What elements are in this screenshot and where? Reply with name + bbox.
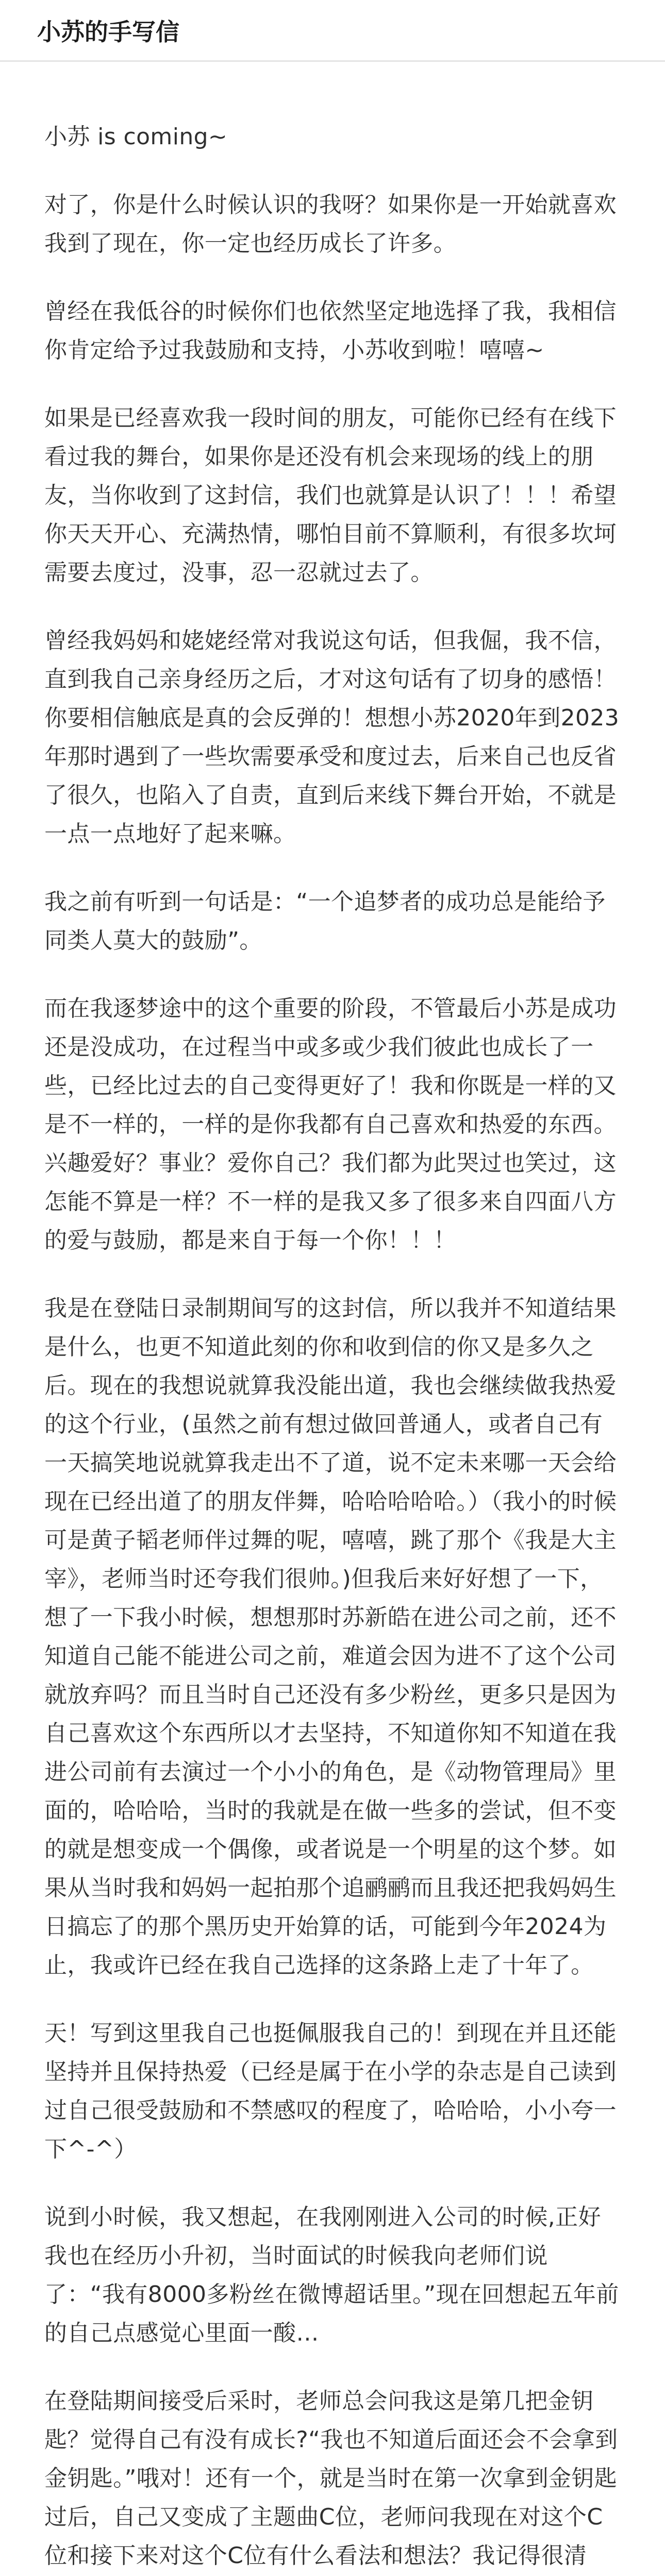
letter-paragraph: 对了，你是什么时候认识的我呀？如果你是一开始就喜欢我到了现在，你一定也经历成长了许多。 — [44, 192, 617, 257]
header-bar — [0, 0, 665, 62]
letter-paragraph: 如果是已经喜欢我一段时间的朋友，可能你已经有在线下看过我的舞台，如果你是还没有机会来现场的线上的朋友，当你收到了这封信，我们也就算是认识了！！！希望你天天开心、充满热情，哪怕目前不算顺利，有很多坎坷需要去度过，没事，忍一忍就过去了。 — [44, 405, 617, 586]
letter-paragraph: 说到小时候，我又想起，在我刚刚进入公司的时候,正好我也在经历小升初，当时面试的时候我向老师们说了：“我有8000多粉丝在微博超话里。”现在回想起五年前的自己点感觉心里面一酸… — [44, 2204, 619, 2346]
letter-greeting: 小苏 is coming~ — [44, 124, 228, 150]
letter-paragraph: 天！写到这里我自己也挺佩服我自己的！到现在并且还能坚持并且保持热爱（已经是属于在小学的杂志是自己读到过自己很受鼓励和不禁感叹的程度了，哈哈哈，小小夸一下^-^） — [44, 2020, 617, 2162]
letter-paragraph: 我是在登陆日录制期间写的这封信，所以我并不知道结果是什么，也更不知道此刻的你和收到信的你又是多久之后。现在的我想说就算我没能出道，我也会继续做我热爱的这个行业，(虽然之前有想过做回普通人，或者自己有一天搞笑地说就算我走出不了道，说不定未来哪一天会给现在已经出道了的朋友伴舞，哈哈哈哈哈。）（我小的时候可是黄子韬老师伴过舞的呢，嘻嘻，跳了那个《我是大主宰》，老师当时还夸我们很帅。)但我后来好好想了一下，想了一下我小时候，想想那时苏新皓在进公司之前，还不知道自己能不能进公司之前，难道会因为进不了这个公司就放弃吗？而且当时自己还没有多少粉丝，更多只是因为自己喜欢这个东西所以才去坚持，不知道你知不知道在我进公司前有去演过一个小小的角色，是《动物管理局》里面的，哈哈哈，当时的我就是在做一些多的尝试，但不变的就是想变成一个偶像，或者说是一个明星的这个梦。如果从当时我和妈妈一起拍那个追鹂鹂而且我还把我妈妈生日搞忘了的那个黑历史开始算的话，可能到今年2024为止，我或许已经在我自己选择的这条路上走了十年了。 — [44, 1295, 617, 1978]
letter-paragraph: 在登陆期间接受后采时，老师总会问我这是第几把金钥匙？觉得自己有没有成长?“我也不知道后面还会不会拿到金钥匙。”哦对！还有一个，就是当时在第一次拿到金钥匙过后，自己又变成了主题曲C位，老师问我现在对这个C位和接下来对这个C位有什么看法和想法？我记得很清 — [44, 2388, 618, 2569]
page-title: 小苏的手写信 — [37, 18, 179, 46]
letter-body — [0, 62, 665, 2576]
letter-paragraph: 我之前有听到一句话是：“一个追梦者的成功总是能给予同类人莫大的鼓励”。 — [44, 889, 606, 954]
letter-paragraph: 曾经我妈妈和姥姥经常对我说这句话，但我倔，我不信，直到我自己亲身经历之后，才对这句话有了切身的感悟！你要相信触底是真的会反弹的！想想小苏2020年到2023年那时遇到了一些坎需要承受和度过去，后来自己也反省了很久，也陷入了自责，直到后来线下舞台开始，不就是一点一点地好了起来嘛。 — [44, 628, 620, 847]
letter-paragraph: 曾经在我低谷的时候你们也依然坚定地选择了我，我相信你肯定给予过我鼓励和支持，小苏收到啦！嘻嘻~ — [44, 298, 617, 363]
letter-paragraph: 而在我逐梦途中的这个重要的阶段，不管最后小苏是成功还是没成功，在过程当中或多或少我们彼此也成长了一些，已经比过去的自己变得更好了！我和你既是一样的又是不一样的，一样的是你我都有自己喜欢和热爱的东西。兴趣爱好？事业？爱你自己？我们都为此哭过也笑过，这怎能不算是一样？不一样的是我又多了很多来自四面八方的爱与鼓励，都是来自于每一个你！！！ — [44, 995, 617, 1253]
